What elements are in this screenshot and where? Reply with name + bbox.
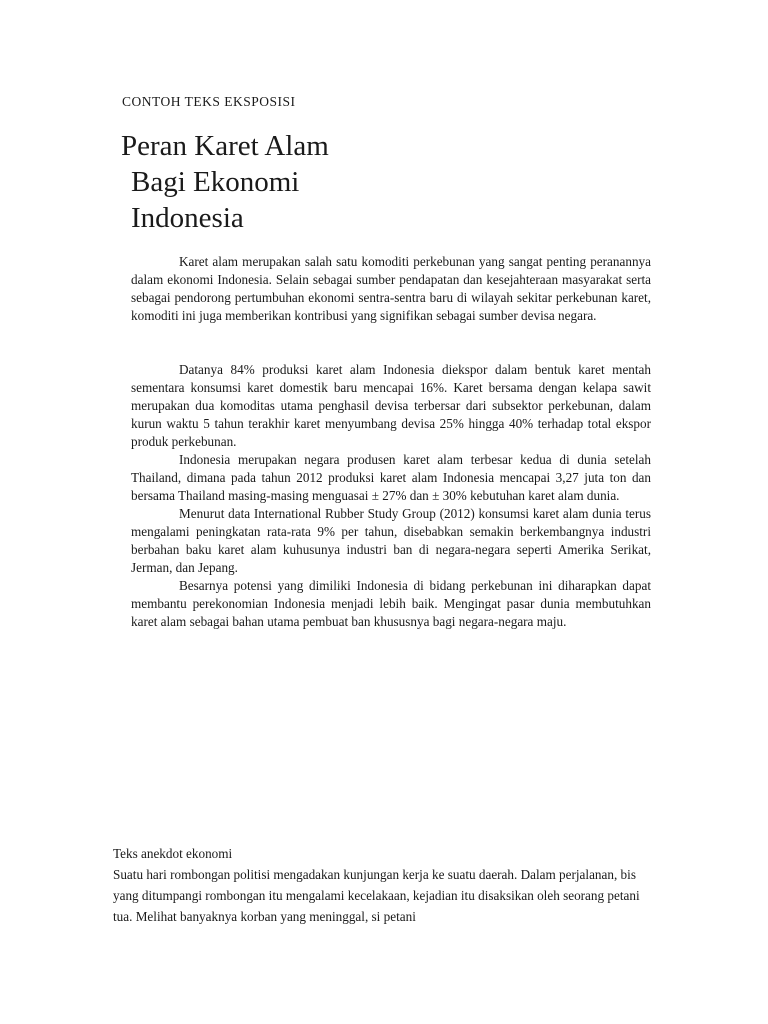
- anekdot-section: [113, 843, 659, 927]
- paragraph: Menurut data International Rubber Study Group (2012) konsumsi karet alam dunia terus mengalami peningkatan rata-rata 9% per tahun, disebabkan semakin berkembangnya industri berbahan baku karet alam kuhusunya industri ban di negara-negara seperti Amerika Serikat, Jerman, dan Jepang.: [131, 506, 651, 575]
- paragraph: Datanya 84% produksi karet alam Indonesia diekspor dalam bentuk karet mentah sementara konsumsi karet domestik baru mencapai 16%. Karet bersama dengan kelapa sawit merupakan dua komoditas utama penghasil devisa terbersar dari subsektor perkebunan, dalam kurun waktu 5 tahun terakhir karet menyumbang devisa 25% hingga 40% terhadap total ekspor produk perkebunan.: [131, 362, 651, 449]
- paragraph: Indonesia merupakan negara produsen karet alam terbesar kedua di dunia setelah Thailand, dimana pada tahun 2012 produksi karet alam Indonesia mencapai 3,27 juta ton dan bersama Thailand masing-masing menguasai ± 27% dan ± 30% kebutuhan karet alam dunia.: [131, 452, 651, 503]
- title-line: Peran Karet Alam: [121, 130, 329, 162]
- document-kicker: CONTOH TEKS EKSPOSISI: [122, 94, 296, 109]
- title-line: Bagi Ekonomi: [131, 166, 300, 198]
- body-paragraph-block: [131, 361, 651, 631]
- paragraph: Besarnya potensi yang dimiliki Indonesia di bidang perkebunan ini diharapkan dapat membantu perekonomian Indonesia menjadi lebih baik. Mengingat pasar dunia membutuhkan karet alam sebagai bahan utama pembuat ban khususnya bagi negara-negara maju.: [131, 578, 651, 629]
- title-line: Indonesia: [131, 202, 244, 234]
- anekdot-heading: Teks anekdot ekonomi: [113, 846, 233, 861]
- paragraph: Karet alam merupakan salah satu komoditi perkebunan yang sangat penting peranannya dalam ekonomi Indonesia. Selain sebagai sumber pendapatan dan kesejahteraan masyarakat serta sebagai pendorong pertumbuhan ekonomi sentra-sentra baru di wilayah sekitar perkebunan karet, komoditi ini juga memberikan kontribusi yang signifikan sebagai sumber devisa negara.: [131, 254, 651, 323]
- anekdot-text: Suatu hari rombongan politisi mengadakan kunjungan kerja ke suatu daerah. Dalam perjalanan, bis yang ditumpangi rombongan itu mengalami kecelakaan, kejadian itu disaksikan oleh seorang petani tua. Melihat banyaknya korban yang meninggal, si petani: [113, 867, 640, 924]
- document-title: [0, 128, 329, 236]
- intro-paragraph-block: [131, 253, 651, 325]
